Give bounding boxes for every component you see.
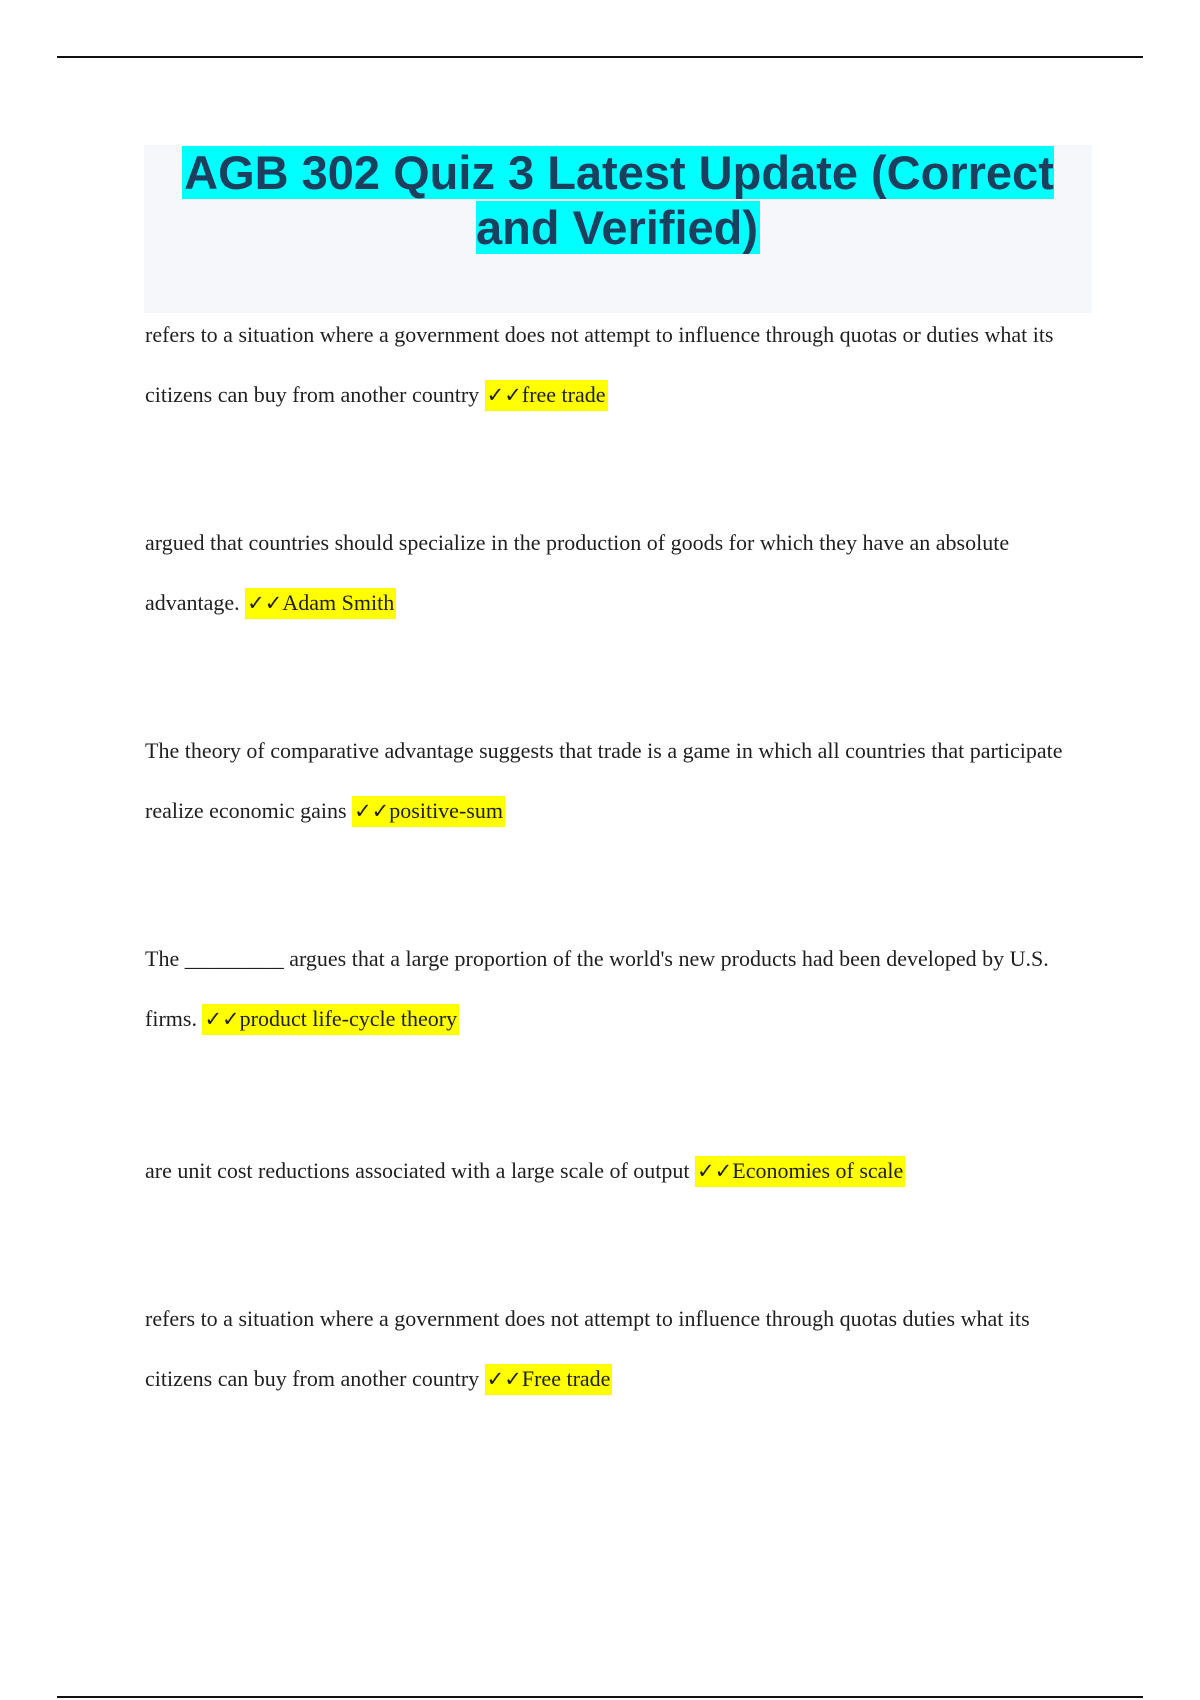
answer-text: Economies of scale — [732, 1158, 904, 1183]
question-text: are unit cost reductions associated with a large scale of output — [145, 1158, 690, 1183]
answer-highlight — [245, 588, 396, 619]
qa-item — [145, 929, 1075, 1049]
answer-highlight — [202, 1004, 459, 1035]
answer-highlight — [352, 796, 505, 827]
check-icon: ✓✓ — [354, 799, 390, 823]
check-icon: ✓✓ — [486, 383, 522, 407]
qa-item — [145, 1141, 1075, 1201]
question-text: The _________ argues that a large proportion of the world's new products had been developed by U.S. firms. — [145, 946, 1049, 1031]
check-icon: ✓✓ — [204, 1007, 240, 1031]
qa-list — [145, 305, 1075, 1409]
answer-text: free trade — [521, 382, 606, 407]
check-icon: ✓✓ — [486, 1367, 522, 1391]
answer-text: Free trade — [521, 1366, 611, 1391]
question-text: refers to a situation where a government does not attempt to influence through quotas or duties what its citizens can buy from another country — [145, 322, 1054, 407]
qa-item — [145, 305, 1075, 425]
answer-text: Adam Smith — [282, 590, 395, 615]
top-rule — [57, 56, 1143, 58]
answer-text: product life-cycle theory — [239, 1006, 458, 1031]
title-block — [144, 145, 1092, 313]
document-title — [144, 145, 1092, 255]
document-title-text: AGB 302 Quiz 3 Latest Update (Correct and Verified) — [184, 146, 1054, 254]
question-text: refers to a situation where a government does not attempt to influence through quotas duties what its citizens can buy from another country — [145, 1306, 1030, 1391]
question-text: The theory of comparative advantage suggests that trade is a game in which all countries that participate realize economic gains — [145, 738, 1063, 823]
check-icon: ✓✓ — [247, 591, 283, 615]
bottom-rule — [57, 1696, 1143, 1698]
check-icon: ✓✓ — [697, 1159, 733, 1183]
answer-highlight — [485, 1364, 613, 1395]
answer-text: positive-sum — [389, 798, 503, 823]
qa-item — [145, 721, 1075, 841]
qa-item — [145, 1289, 1075, 1409]
question-text: argued that countries should specialize in the production of goods for which they have an absolute advantage. — [145, 530, 1010, 615]
answer-highlight — [695, 1156, 905, 1187]
qa-item — [145, 513, 1075, 633]
answer-highlight — [485, 380, 608, 411]
